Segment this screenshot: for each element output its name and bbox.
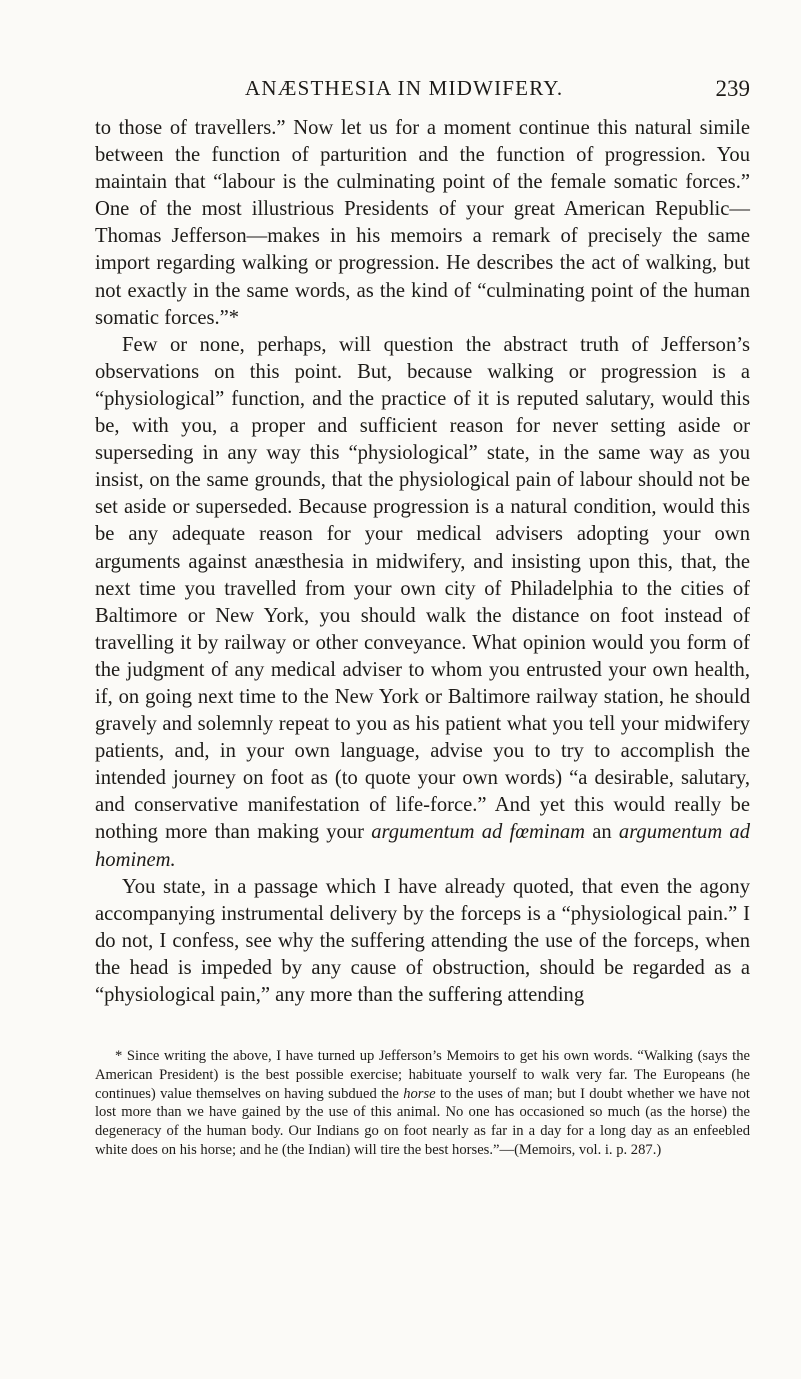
footnote-text-1: * Since writing the above, I have turned up Jefferson’s Memoirs to get his own words. “Walking (says the American President) is the best possible exercise; habituate yourself to walk very far. The Europeans (he continues) value themselves on having subdued the [95,1048,750,1102]
paragraph-2 [95,332,750,874]
paragraph-1-text: to those of travellers.” Now let us for a moment continue this natural simile between the function of parturition and the function of progression. You maintain that “labour is the culminating point of the female somatic forces.” One of the most illustrious Presidents of your great American Republic—Thomas Jefferson—makes in his memoirs a remark of precisely the same import regarding walking or progression. He describes the act of walking, but not exactly in the same words, as the kind of “culminating point of the human somatic forces.”* [95,117,750,329]
paragraph-3-text: You state, in a passage which I have already quoted, that even the agony accompanying instrumental delivery by the forceps is a “physiological pain.” I do not, I confess, see why the suffering attending the use of the forceps, when the head is impeded by any cause of obstruction, should be regarded as a “physiological pain,” any more than the suffering attending [95,875,750,1006]
connector-word: an [592,821,612,844]
latin-phrase-2: argumentum ad hominem. [95,821,751,871]
page-header [95,76,750,106]
paragraph-2-text: Few or none, perhaps, will question the abstract truth of Jefferson’s observations on this point. But, because walking or progression is a “physiological” function, and the practice of it is reputed salutary, would this be, with you, a proper and sufficient reason for never setting aside or superseding in any way this “physiological” state, in the same way as you insist, on the same grounds, that the physiological pain of labour should not be set aside or superseded. Because progression is a natural condition, would this be any adequate reason for your medical advisers adopting your own arguments against anæsthesia in midwifery, and insisting upon this, that, the next time you travelled from your own city of Philadelphia to the cities of Baltimore or New York, you should walk the distance on foot instead of travelling it by railway or other conveyance. What opinion would you form of the judgment of any medical adviser to whom you entrusted your own health, if, on going next time to the New York or Baltimore railway station, he should gravely and solemnly repeat to you as his patient what you tell your midwifery patients, and, in your own language, advise you to try to accomplish the intended journey on foot as (to quote your own words) “a desirable, salutary, and conservative manifestation of life-force.” And yet this would really be nothing more than making your [95,333,750,844]
footnote-paragraph [95,1047,750,1160]
page-number: 239 [715,76,750,101]
main-text [95,115,750,1009]
footnote-italic-word: horse [403,1085,436,1102]
footnote [95,1047,750,1160]
paragraph-1 [95,115,750,332]
footnote-text-2: to the uses of man; but I doubt whether we have not lost more than we have gained by the use of this animal. No one has occasioned so much (as the horse) the degeneracy of the human body. Our Indians go on foot nearly as far in a day for a long day as an enfeebled white does on his horse; and he (the Indian) will tire the best horses.”—(Memoirs, vol. i. p. 287.) [95,1085,750,1158]
running-head: ANÆSTHESIA IN MIDWIFERY. [245,76,564,100]
latin-phrase-1: argumentum ad fœminam [371,821,586,844]
paragraph-3 [95,874,750,1009]
